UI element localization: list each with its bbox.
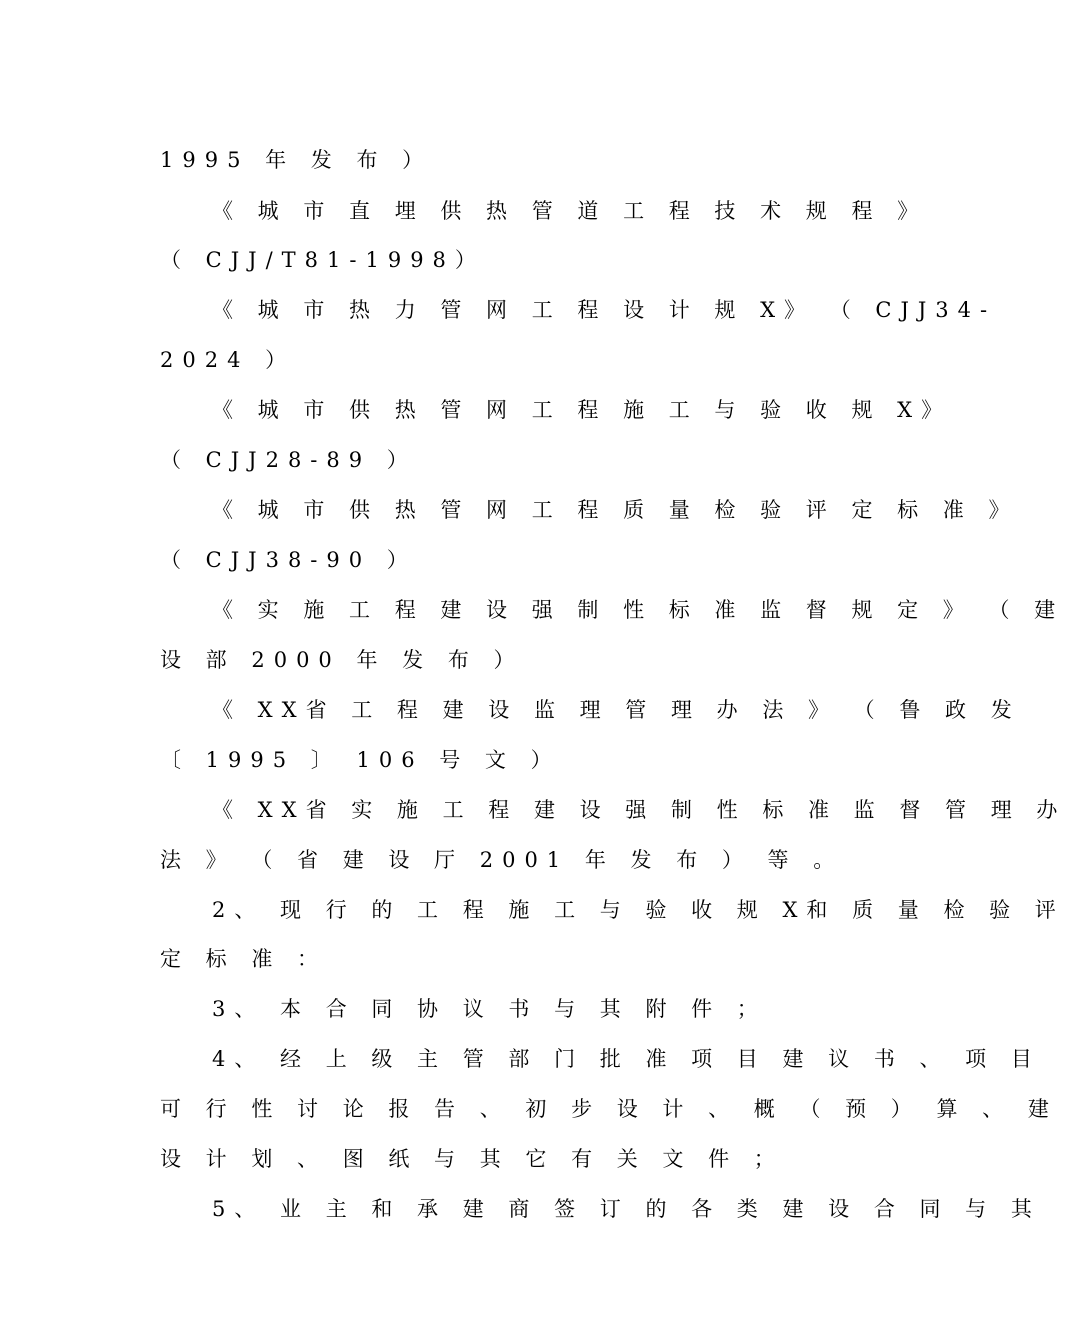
text-line-1: 1995 年 发 布 ）: [160, 148, 433, 172]
text-line-6: 《 城 市 供 热 管 网 工 程 施 工 与 验 收 规 X》: [212, 398, 952, 422]
text-line-11: 设 部 2000 年 发 布 ）: [160, 648, 524, 672]
text-line-12: 《 XX省 工 程 建 设 监 理 管 理 办 法 》 （ 鲁 政 发: [212, 698, 1021, 722]
text-line-9: （ CJJ38-90 ）: [160, 548, 417, 572]
text-line-14: 《 XX省 实 施 工 程 建 设 强 制 性 标 准 监 督 管 理 办: [212, 798, 1066, 822]
text-line-16: 2、 现 行 的 工 程 施 工 与 验 收 规 X和 质 量 检 验 评: [212, 898, 1065, 922]
text-line-18: 3、 本 合 同 协 议 书 与 其 附 件 ；: [212, 997, 767, 1021]
text-line-4: 《 城 市 热 力 管 网 工 程 设 计 规 X》 （ CJJ34-: [212, 298, 997, 322]
text-line-21: 设 计 划 、 图 纸 与 其 它 有 关 文 件 ；: [160, 1147, 784, 1171]
text-line-22: 5、 业 主 和 承 建 商 签 订 的 各 类 建 设 合 同 与 其: [212, 1197, 1041, 1221]
text-line-10: 《 实 施 工 程 建 设 强 制 性 标 准 监 督 规 定 》 （ 建: [212, 598, 1065, 622]
text-line-13: 〔 1995 〕 106 号 文 ）: [160, 748, 561, 772]
text-line-7: （ CJJ28-89 ）: [160, 448, 417, 472]
text-line-5: 2024 ）: [160, 348, 296, 372]
text-line-17: 定 标 准 ：: [160, 947, 328, 971]
text-line-2: 《 城 市 直 埋 供 热 管 道 工 程 技 术 规 程 》: [212, 199, 928, 223]
text-line-15: 法 》 （ 省 建 设 厅 2001 年 发 布 ） 等 。: [160, 848, 844, 872]
text-line-3: （ CJJ/T81-1998）: [160, 248, 485, 272]
text-line-20: 可 行 性 讨 论 报 告 、 初 步 设 计 、 概 （ 预 ） 算 、 建: [160, 1097, 1058, 1121]
text-line-8: 《 城 市 供 热 管 网 工 程 质 量 检 验 评 定 标 准 》: [212, 498, 1019, 522]
text-line-19: 4、 经 上 级 主 管 部 门 批 准 项 目 建 议 书 、 项 目: [212, 1047, 1041, 1071]
